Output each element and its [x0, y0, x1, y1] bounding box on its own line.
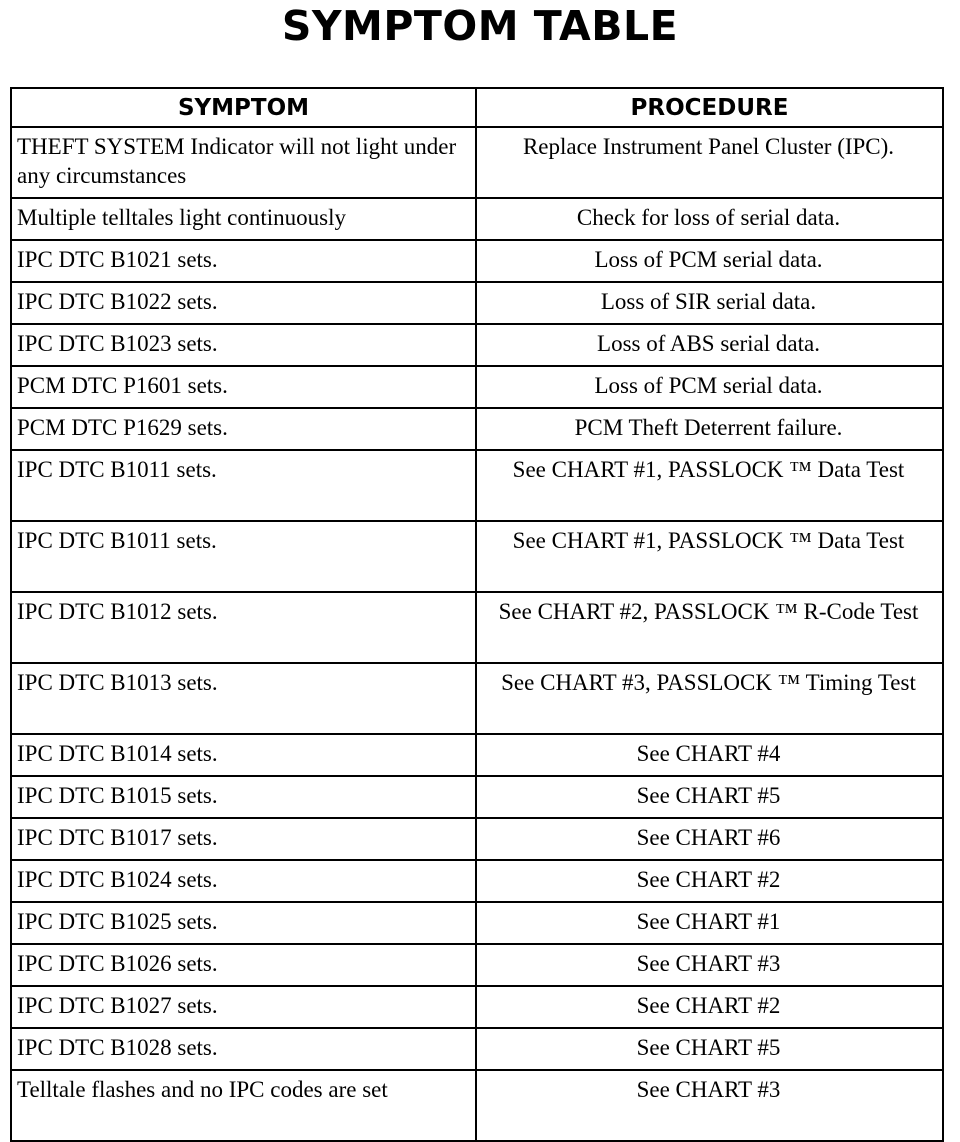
table-row	[11, 408, 943, 450]
table-row	[11, 282, 943, 324]
procedure-cell: Check for loss of serial data.	[476, 198, 943, 240]
symptom-cell: IPC DTC B1012 sets.	[11, 592, 476, 663]
procedure-cell: See CHART #1, PASSLOCK ™ Data Test	[476, 450, 943, 521]
table-row	[11, 860, 943, 902]
procedure-cell: Replace Instrument Panel Cluster (IPC).	[476, 127, 943, 198]
symptom-cell: IPC DTC B1021 sets.	[11, 240, 476, 282]
symptom-cell: IPC DTC B1014 sets.	[11, 734, 476, 776]
procedure-cell: See CHART #3, PASSLOCK ™ Timing Test	[476, 663, 943, 734]
symptom-cell: IPC DTC B1025 sets.	[11, 902, 476, 944]
procedure-cell: See CHART #3	[476, 944, 943, 986]
symptom-cell: IPC DTC B1022 sets.	[11, 282, 476, 324]
symptom-cell: IPC DTC B1027 sets.	[11, 986, 476, 1028]
table-row	[11, 366, 943, 408]
procedure-cell: See CHART #2	[476, 860, 943, 902]
symptom-column-header: SYMPTOM	[11, 88, 476, 127]
procedure-cell: See CHART #2, PASSLOCK ™ R-Code Test	[476, 592, 943, 663]
table-row	[11, 1070, 943, 1141]
procedure-cell: See CHART #5	[476, 1028, 943, 1070]
procedure-cell: Loss of SIR serial data.	[476, 282, 943, 324]
procedure-cell: Loss of ABS serial data.	[476, 324, 943, 366]
table-row	[11, 986, 943, 1028]
symptom-cell: IPC DTC B1017 sets.	[11, 818, 476, 860]
procedure-cell: PCM Theft Deterrent failure.	[476, 408, 943, 450]
symptom-cell: IPC DTC B1024 sets.	[11, 860, 476, 902]
table-row	[11, 902, 943, 944]
table-row	[11, 592, 943, 663]
table-row	[11, 198, 943, 240]
table-row	[11, 776, 943, 818]
procedure-cell: Loss of PCM serial data.	[476, 366, 943, 408]
table-row	[11, 521, 943, 592]
symptom-cell: PCM DTC P1629 sets.	[11, 408, 476, 450]
table-row	[11, 818, 943, 860]
procedure-cell: See CHART #3	[476, 1070, 943, 1141]
table-row	[11, 240, 943, 282]
symptom-cell: IPC DTC B1023 sets.	[11, 324, 476, 366]
page-title: SYMPTOM TABLE	[281, 2, 679, 50]
table-row	[11, 944, 943, 986]
table-header-row	[11, 88, 943, 127]
symptom-cell: IPC DTC B1011 sets.	[11, 521, 476, 592]
symptom-cell: Telltale flashes and no IPC codes are set	[11, 1070, 476, 1141]
table-row	[11, 1028, 943, 1070]
procedure-cell: See CHART #1	[476, 902, 943, 944]
procedure-cell: See CHART #4	[476, 734, 943, 776]
procedure-cell: See CHART #1, PASSLOCK ™ Data Test	[476, 521, 943, 592]
procedure-cell: See CHART #5	[476, 776, 943, 818]
symptom-cell: IPC DTC B1015 sets.	[11, 776, 476, 818]
procedure-cell: See CHART #2	[476, 986, 943, 1028]
symptom-cell: IPC DTC B1028 sets.	[11, 1028, 476, 1070]
table-row	[11, 734, 943, 776]
symptom-cell: THEFT SYSTEM Indicator will not light under any circumstances	[11, 127, 476, 198]
symptom-table	[10, 87, 944, 1142]
procedure-cell: See CHART #6	[476, 818, 943, 860]
symptom-cell: Multiple telltales light continuously	[11, 198, 476, 240]
symptom-cell: PCM DTC P1601 sets.	[11, 366, 476, 408]
procedure-column-header: PROCEDURE	[476, 88, 943, 127]
table-row	[11, 127, 943, 198]
table-row	[11, 324, 943, 366]
table-row	[11, 450, 943, 521]
table-row	[11, 663, 943, 734]
symptom-cell: IPC DTC B1013 sets.	[11, 663, 476, 734]
symptom-cell: IPC DTC B1011 sets.	[11, 450, 476, 521]
procedure-cell: Loss of PCM serial data.	[476, 240, 943, 282]
symptom-cell: IPC DTC B1026 sets.	[11, 944, 476, 986]
